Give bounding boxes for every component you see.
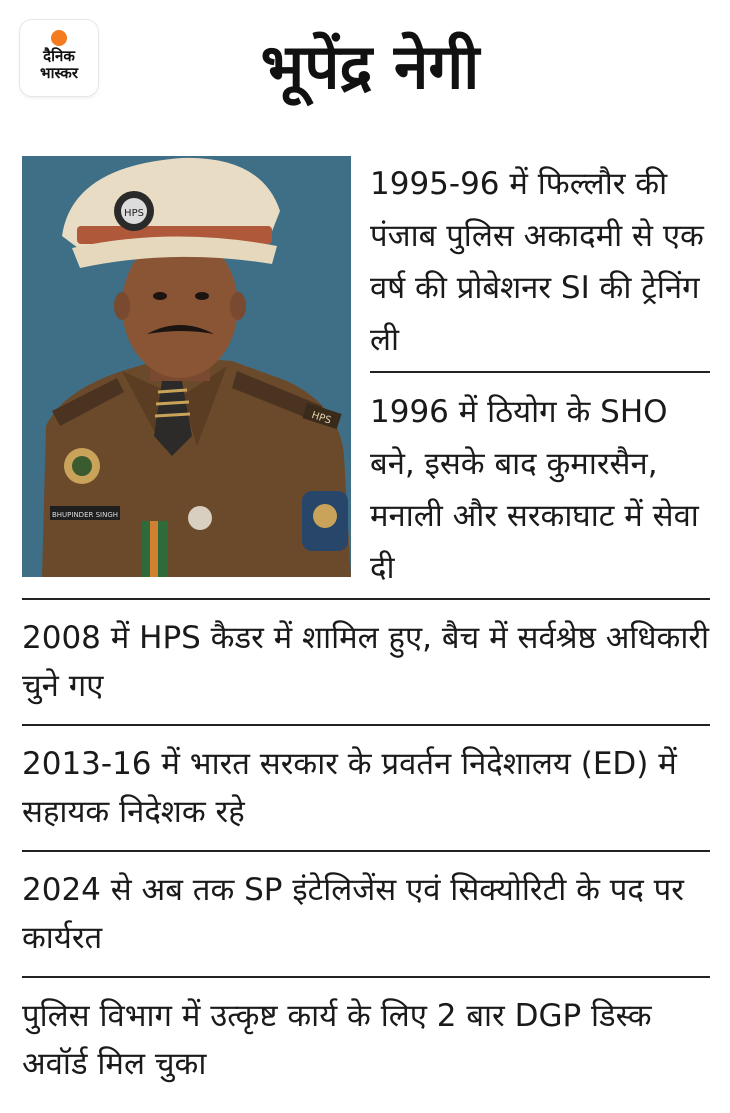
timeline-item: 1996 में ठियोग के SHO बने, इसके बाद कुमारसैन, मनाली और सरकाघाट में सेवा दी — [370, 394, 699, 586]
timeline-item: 1995-96 में फिल्लौर की पंजाब पुलिस अकादमी से एक वर्ष की प्रोबेशनर SI की ट्रेनिंग ली — [370, 166, 704, 358]
shoulder-tag-text: HPS — [310, 410, 333, 427]
timeline-item: 2008 में HPS कैडर में शामिल हुए, बैच में सर्वश्रेष्ठ अधिकारी चुने गए — [22, 620, 710, 704]
divider — [370, 371, 710, 373]
divider — [22, 598, 710, 600]
timeline-item: 2024 से अब तक SP इंटेलिजेंस एवं सिक्योरिटी के पद पर कार्यरत — [22, 872, 684, 956]
dainik-bhaskar-logo — [20, 20, 98, 96]
logo-text-line2: भास्कर — [40, 64, 78, 82]
timeline-item: पुलिस विभाग में उत्कृष्ट कार्य के लिए 2 बार DGP डिस्क अवॉर्ड मिल चुका — [22, 998, 652, 1082]
name-plate-text: BHUPINDER SINGH — [51, 511, 119, 519]
divider — [22, 976, 710, 978]
timeline-item: 2013-16 में भारत सरकार के प्रवर्तन निदेशालय (ED) में सहायक निदेशक रहे — [22, 746, 677, 830]
officer-photo — [22, 156, 351, 577]
logo-sun-icon — [51, 30, 67, 46]
cap-badge-text: HPS — [124, 208, 144, 219]
divider — [22, 724, 710, 726]
logo-text-line1: दैनिक — [43, 47, 75, 65]
page-title: भूपेंद्र नेगी — [260, 30, 480, 103]
divider — [22, 850, 710, 852]
